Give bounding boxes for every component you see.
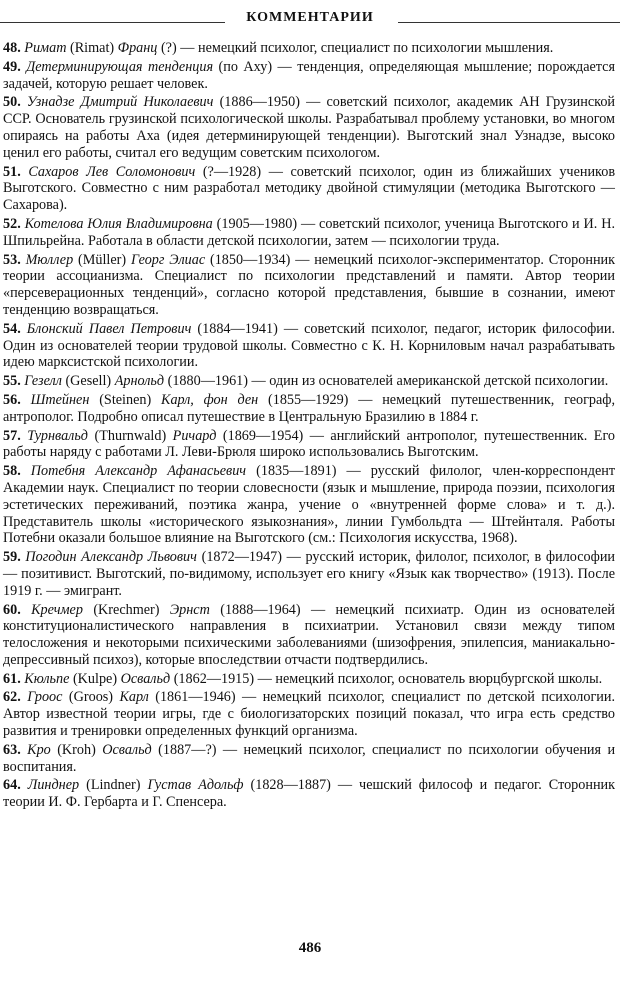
commentary-entry <box>3 428 615 462</box>
commentary-entry <box>3 373 615 390</box>
entry-original-name: (Müller) <box>78 251 127 268</box>
commentary-entry <box>3 252 615 319</box>
entry-text: (1887—?) — немецкий психолог, специалист по психологии обучения и воспитания. <box>3 741 616 775</box>
entry-number: 54. <box>3 320 21 337</box>
entry-number: 51. <box>3 163 21 180</box>
entry-given-name: Георг Элиас <box>130 251 206 268</box>
entry-name: Блонский Павел Петрович <box>26 320 192 337</box>
entry-name: Кюльпе <box>24 670 70 687</box>
entry-text: (1872—1947) — русский историк, филолог, психолог, в философии — позитивист. Выготский, по-видимому, использует его книгу «Язык как творчество» (1913). После 1919 г. — эмигрант. <box>3 549 616 599</box>
entry-name: Котелова Юлия Владимировна <box>24 215 213 232</box>
entry-text: (1869—1954) — английский антрополог, путешественник. Его работы наряду с работами Л. Леви-Брюля широко использовались Выготским. <box>3 427 615 461</box>
entry-text: (1884—1941) — советский психолог, педагог, историк философии. Один из основателей теории трудовой школы. Совместно с К. Н. Корниловым начал разрабатывать идею марксистской психологии. <box>3 320 616 371</box>
entry-name: Гроос <box>27 689 63 706</box>
entry-text: (1835—1891) — русский филолог, член-корреспондент Академии наук. Специалист по теории словесности (язык и мышление, природа поэзии, психология эстетических переживаний, поэтика жанра, учение о «внутренней форме слова» и т. д.). Представитель школы «исторического языкознания», линии Гумбольдта — Штейнталя. Работы Потебни оказали большое влияние на Выготского (см.: Психология искусства, 1968). <box>3 463 616 547</box>
entry-text: (1855—1929) — немецкий путешественник, географ, антрополог. Подробно описал путешествие в Центральную Бразилию в 1884 г. <box>3 391 616 425</box>
commentary-entry <box>3 689 615 739</box>
entry-given-name: Карл, фон ден <box>161 391 259 408</box>
entry-text: (1905—1980) — советский психолог, ученица Выготского и И. Н. Шпильрейна. Работала в области детской психологии, затем — психологии труда. <box>3 215 616 249</box>
entry-number: 55. <box>3 373 21 390</box>
entry-text: (1828—1887) — чешский философ и педагог. Сторонник теории И. Ф. Гербарта и Г. Спенсера. <box>3 777 616 811</box>
entry-number: 63. <box>3 741 21 758</box>
entry-original-name: (Kroh) <box>57 741 96 758</box>
entry-original-name: (Rimat) <box>69 40 115 56</box>
entry-original-name: (Kulpe) <box>72 670 118 687</box>
commentary-entry <box>3 321 615 371</box>
entry-given-name: Карл <box>119 689 149 706</box>
entry-text: (1850—1934) — немецкий психолог-экспериментатор. Сторонник теории ассоцианизма. Специалист по психологии представлений и памяти. Автор теории «персеверационных тенденций», согласно которой представления, бывшие в сознании, имеют тенденцию возвращаться. <box>3 251 616 318</box>
entry-text: (1888—1964) — немецкий психиатр. Один из основателей конституционалистического направления в психиатрии. Установил связи между типом телосложения и некоторыми психическими заболеваниями (шизофрения, эпилепсия, маниакально-депрессивный психоз), которые впоследствии отчасти подтвердились. <box>3 601 615 668</box>
entry-name: Кро <box>27 741 51 758</box>
entry-given-name: Арнольд <box>114 373 165 390</box>
commentary-entry <box>3 742 615 776</box>
commentary-entry <box>3 463 615 547</box>
entry-original-name: (Thurnwald) <box>94 427 167 444</box>
entry-number: 50. <box>3 94 21 111</box>
entry-number: 60. <box>3 601 21 618</box>
commentary-entry <box>3 602 615 669</box>
entry-original-name: (Steinen) <box>99 391 152 408</box>
entry-name: Узнадзе Дмитрий Николаевич <box>26 94 214 111</box>
entry-name: Мюллер <box>25 251 74 268</box>
entry-text: (1861—1946) — немецкий психолог, специалист по детской психологии. Автор известной теории игры, где с биологизаторских позиций показал, что игра есть средство развития и тренировки определенных функций организма. <box>3 689 616 740</box>
entry-original-name: (Groos) <box>68 689 114 706</box>
running-header <box>0 10 620 34</box>
entry-name: Сахаров Лев Соломонович <box>28 163 196 180</box>
entry-number: 52. <box>3 215 21 232</box>
entry-number: 57. <box>3 427 21 444</box>
commentary-entry <box>3 40 615 57</box>
entry-given-name: Ричард <box>172 427 217 444</box>
entry-name: Погодин Александр Львович <box>25 549 197 566</box>
commentary-entry <box>3 216 615 250</box>
commentary-entry <box>3 94 615 161</box>
entry-given-name: Освальд <box>120 670 171 687</box>
entry-original-name: (Lindner) <box>86 777 141 794</box>
header-title: КОММЕНТАРИИ <box>246 10 374 25</box>
entry-given-name: Освальд <box>102 741 152 758</box>
entry-given-name: Франц <box>117 40 158 56</box>
entry-number: 53. <box>3 251 21 268</box>
entry-name: Детерминирующая тенденция <box>26 58 214 75</box>
entry-number: 58. <box>3 463 21 480</box>
entry-original-name: (Krechmer) <box>93 601 160 618</box>
commentary-list <box>3 40 615 813</box>
entry-text: (1862—1915) — немецкий психолог, основатель вюрцбургской школы. <box>173 670 603 687</box>
page-number: 486 <box>298 940 322 956</box>
header-rule-left <box>0 22 225 23</box>
entry-name: Штейнен <box>30 391 90 408</box>
entry-text: (по Аху) — тенденция, определяющая мышление; порождается задачей, которую решает человек. <box>3 58 616 92</box>
entry-number: 59. <box>3 549 21 566</box>
entry-text: (1886—1950) — советский психолог, академик АН Грузинской ССР. Основатель грузинской психологической школы. Разрабатывал проблему установки, во многом опираясь на работы Аха (идея детерминирующей тенденции). Выготский знал Узнадзе, высоко ценил его работы, считал его ведущим советским психологом. <box>3 94 616 161</box>
entry-number: 56. <box>3 391 21 408</box>
entry-given-name: Эрнст <box>169 601 210 618</box>
entry-name: Римат <box>24 40 67 56</box>
entry-number: 61. <box>3 670 21 687</box>
entry-name: Турнвальд <box>27 427 88 444</box>
entry-text: (?) — немецкий психолог, специалист по психологии мышления. <box>160 40 554 56</box>
header-rule-right <box>398 22 620 23</box>
entry-text: (?—1928) — советский психолог, один из ближайших учеников Выготского. Совместно с ним разработал методику двойной стимуляции (методика Выготского — Сахарова). <box>3 163 616 214</box>
commentary-entry <box>3 777 615 811</box>
commentary-entry <box>3 671 615 688</box>
entry-given-name: Густав Адольф <box>147 777 244 794</box>
entry-number: 62. <box>3 689 21 706</box>
entry-original-name: (Gesell) <box>65 373 112 390</box>
commentary-entry <box>3 549 615 599</box>
entry-number: 48. <box>3 40 21 56</box>
entry-name: Потебня Александр Афанасьевич <box>30 463 247 480</box>
entry-name: Линднер <box>27 777 80 794</box>
entry-name: Кречмер <box>31 601 83 618</box>
commentary-entry <box>3 59 615 93</box>
commentary-entry <box>3 164 615 214</box>
commentary-entry <box>3 392 615 426</box>
entry-number: 49. <box>3 58 21 75</box>
entry-name: Гезелл <box>24 373 62 390</box>
entry-text: (1880—1961) — один из основателей американской детской психологии. <box>167 373 609 390</box>
entry-number: 64. <box>3 777 21 794</box>
